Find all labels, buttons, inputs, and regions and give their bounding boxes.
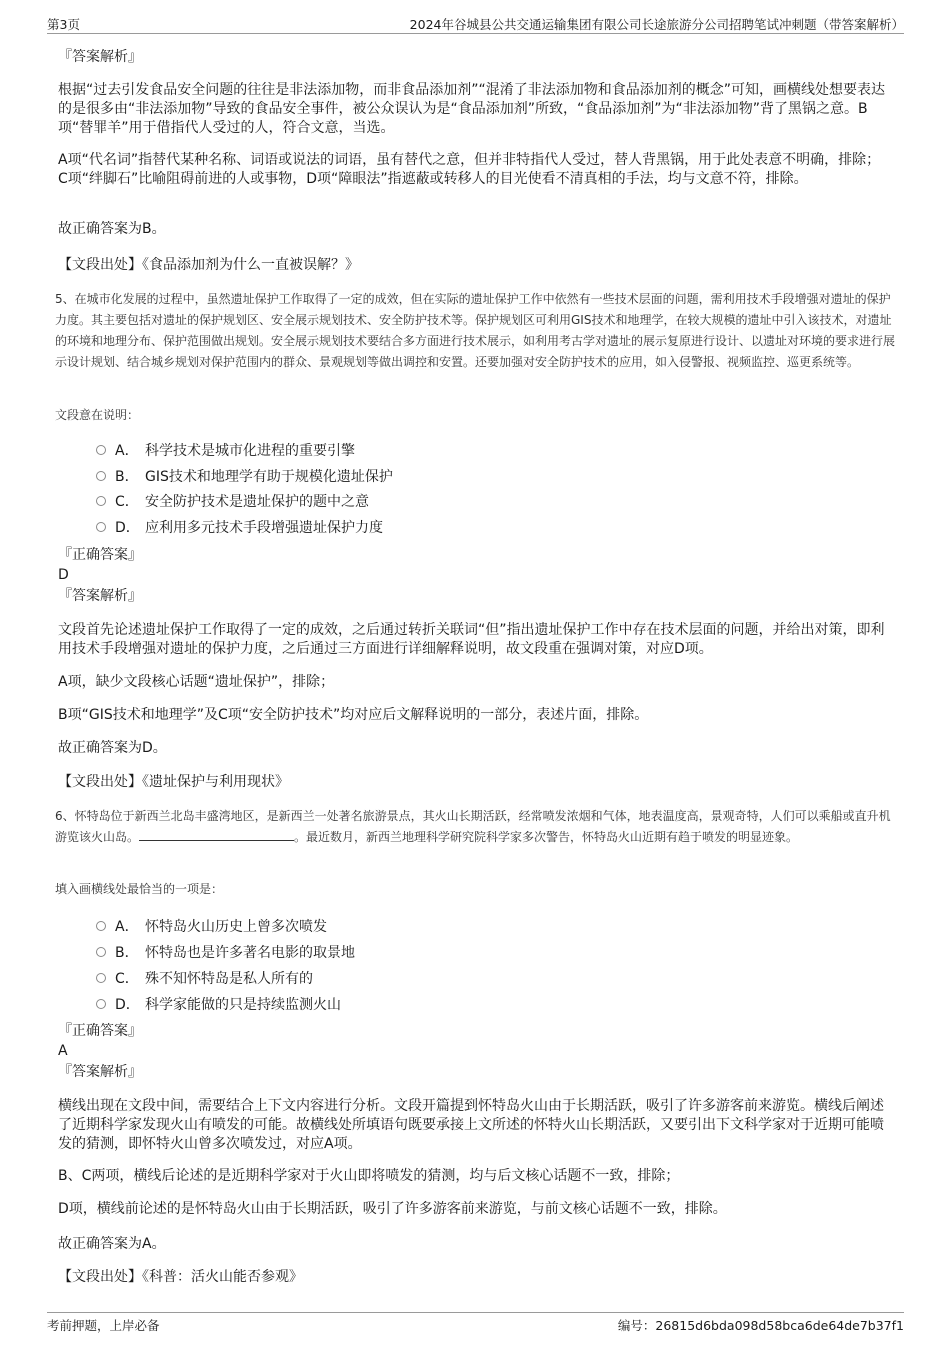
question-prompt: 填入画横线处最恰当的一项是： <box>55 882 224 896</box>
conclusion: 故正确答案为D。 <box>58 740 167 756</box>
analysis-label: 『答案解析』 <box>58 49 142 65</box>
radio-icon[interactable] <box>96 921 106 931</box>
source: 【文段出处】《遗址保护与利用现状》 <box>58 774 289 790</box>
question-prompt: 文段意在说明： <box>55 408 140 422</box>
option-b[interactable]: B． GIS技术和地理学有助于规模化遗址保护 <box>96 467 393 487</box>
option-a[interactable]: A． 科学技术是城市化进程的重要引擎 <box>96 441 355 461</box>
analysis-paragraph: A项，缺少文段核心话题“遗址保护”，排除； <box>58 674 335 690</box>
source: 【文段出处】《食品添加剂为什么一直被误解？》 <box>58 257 359 273</box>
correct-answer: D <box>58 567 69 583</box>
analysis-label: 『答案解析』 <box>58 1064 142 1080</box>
analysis-paragraph: 根据“过去引发食品安全问题的往往是非法添加物，而非食品添加剂”“混淆了非法添加物和食品添加剂的概念”可知，画横线处想要表达的是很多由“非法添加物”导致的食品安全事件，被公众误认为是“食品添加剂”所致，“食品添加剂”为“非法添加物”背了黑锅之意。B项“替罪羊”用于借指代人受过的人，符合文意，当选。 <box>58 82 886 136</box>
correct-answer: A <box>58 1043 68 1059</box>
analysis-label: 『答案解析』 <box>58 588 142 604</box>
radio-icon[interactable] <box>96 947 106 957</box>
page-footer <box>47 1312 904 1337</box>
analysis-paragraph: A项“代名词”指替代某种名称、词语或说法的词语，虽有替代之意，但并非特指代人受过，替人背黑锅，用于此处表意不明确，排除；C项“绊脚石”比喻阻碍前进的人或事物，D项“障眼法”指遮蔽或转移人的目光使看不清真相的手法，均与文意不符，排除。 <box>58 152 881 187</box>
question-text: 6、怀特岛位于新西兰北岛丰盛湾地区，是新西兰一处著名旅游景点，其火山长期活跃，经常喷发浓烟和气体，地表温度高，景观奇特，人们可以乘船或直升机游览该火山岛。 。最近数月，新西兰地理科学研究院科学家多次警告，怀特岛火山近期有趋于喷发的明显迹象。 <box>55 809 891 844</box>
radio-icon[interactable] <box>96 445 106 455</box>
correct-answer-label: 『正确答案』 <box>58 547 142 563</box>
radio-icon[interactable] <box>96 522 106 532</box>
option-b[interactable]: B． 怀特岛也是许多著名电影的取景地 <box>96 943 355 963</box>
document-title: 2024年谷城县公共交通运输集团有限公司长途旅游分公司招聘笔试冲刺题（带答案解析） <box>409 17 904 32</box>
conclusion: 故正确答案为B。 <box>58 221 166 237</box>
radio-icon[interactable] <box>96 496 106 506</box>
document-id: 编号：26815d6bda098d58bca6de64de7b37f1 <box>617 1318 904 1333</box>
analysis-paragraph: B、C两项，横线后论述的是近期科学家对于火山即将喷发的猜测，均与后文核心话题不一致，排除； <box>58 1168 680 1184</box>
analysis-paragraph: 横线出现在文段中间，需要结合上下文内容进行分析。文段开篇提到怀特岛火山由于长期活跃，吸引了许多游客前来游览。横线后阐述了近期科学家发现火山有喷发的可能。故横线处所填语句既要承接上文所述的怀特火山长期活跃，又要引出下文科学家对于近期可能喷发的猜测，即怀特火山曾多次喷发过，对应A项。 <box>58 1098 884 1152</box>
fill-blank <box>139 828 294 841</box>
radio-icon[interactable] <box>96 999 106 1009</box>
option-d[interactable]: D． 应利用多元技术手段增强遗址保护力度 <box>96 518 383 538</box>
correct-answer-label: 『正确答案』 <box>58 1023 142 1039</box>
option-c[interactable]: C． 殊不知怀特岛是私人所有的 <box>96 969 313 989</box>
option-a[interactable]: A． 怀特岛火山历史上曾多次喷发 <box>96 917 327 937</box>
option-d[interactable]: D． 科学家能做的只是持续监测火山 <box>96 995 341 1015</box>
option-c[interactable]: C． 安全防护技术是遗址保护的题中之意 <box>96 492 369 512</box>
question-text: 5、在城市化发展的过程中，虽然遗址保护工作取得了一定的成效，但在实际的遗址保护工作中依然有一些技术层面的问题，需利用技术手段增强对遗址的保护力度。其主要包括对遗址的保护规划区、安全展示规划技术、安全防护技术等。保护规划区可利用GIS技术和地理学，在较大规模的遗址中引入该技术，对遗址的环境和地理分布、保护范围做出规划。安全展示规划技术要结合多方面进行技术展示，如利用考古学对遗址的展示复原进行设计、以遗址对环境的要求进行展示设计规划、结合城乡规划对保护范围内的群众、景观规划等做出调控和安置。还要加强对安全防护技术的应用，如入侵警报、视频监控、巡更系统等。 <box>55 292 896 369</box>
radio-icon[interactable] <box>96 973 106 983</box>
page-number: 第3页 <box>47 17 80 32</box>
analysis-paragraph: 文段首先论述遗址保护工作取得了一定的成效，之后通过转折关联词“但”指出遗址保护工作中存在技术层面的问题，并给出对策，即利用技术手段增强对遗址的保护力度，之后通过三方面进行详细解释说明，故文段重在强调对策，对应D项。 <box>58 622 885 657</box>
analysis-paragraph: D项，横线前论述的是怀特岛火山由于长期活跃，吸引了许多游客前来游览，与前文核心话题不一致，排除。 <box>58 1201 727 1217</box>
page-header <box>47 13 904 34</box>
footer-slogan: 考前押题，上岸必备 <box>47 1318 160 1333</box>
analysis-paragraph: B项“GIS技术和地理学”及C项“安全防护技术”均对应后文解释说明的一部分，表述片面，排除。 <box>58 707 649 723</box>
radio-icon[interactable] <box>96 471 106 481</box>
conclusion: 故正确答案为A。 <box>58 1236 166 1252</box>
source: 【文段出处】《科普：活火山能否参观》 <box>58 1269 303 1285</box>
